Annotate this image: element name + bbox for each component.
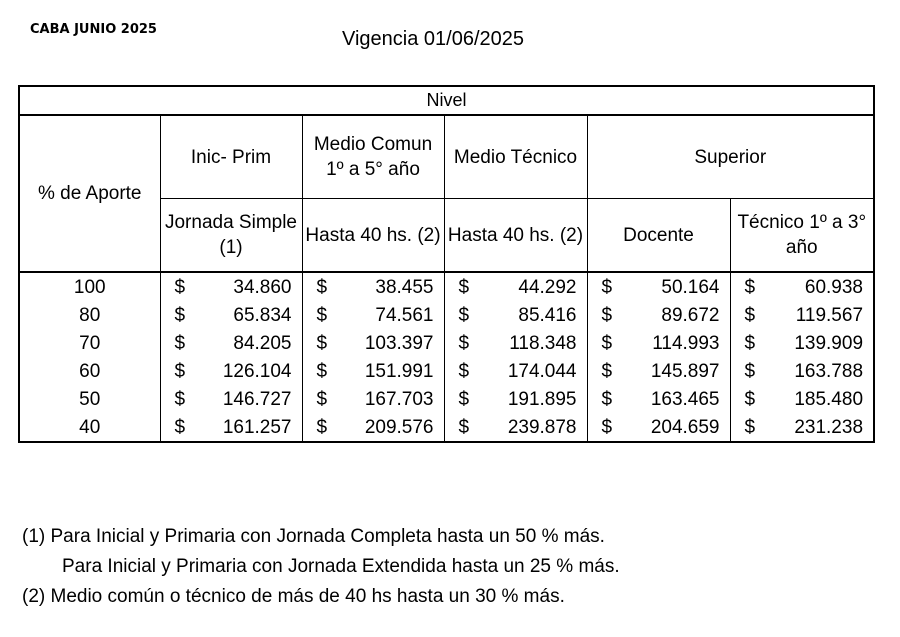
subheader-medio-comun-hasta-40: Hasta 40 hs. (2) xyxy=(302,199,444,273)
nivel-header: Nivel xyxy=(19,86,874,115)
amount-value: 167.703 xyxy=(364,388,434,410)
amount-cell xyxy=(730,385,874,413)
amount-value: 161.257 xyxy=(222,416,292,438)
document-corner-title: CABA JUNIO 2025 xyxy=(30,22,157,37)
validity-date: Vigencia 01/06/2025 xyxy=(342,28,525,50)
currency-symbol: $ xyxy=(458,360,470,382)
amount-value: 74.561 xyxy=(375,304,434,326)
group-header-medio-tecnico: Medio Técnico xyxy=(444,115,587,199)
footnote-1: (1) Para Inicial y Primaria con Jornada Completa hasta un 50 % más. xyxy=(22,526,605,547)
currency-symbol: $ xyxy=(316,276,328,298)
currency-symbol: $ xyxy=(316,332,328,354)
amount-cell xyxy=(444,301,587,329)
amount-cell xyxy=(587,357,730,385)
currency-symbol: $ xyxy=(316,360,328,382)
currency-symbol: $ xyxy=(174,360,186,382)
footnote-1-continuation: Para Inicial y Primaria con Jornada Extendida hasta un 25 % más. xyxy=(62,556,620,577)
currency-symbol: $ xyxy=(744,360,756,382)
table-row xyxy=(19,272,874,301)
currency-symbol: $ xyxy=(744,388,756,410)
amount-value: 185.480 xyxy=(794,388,864,410)
amount-cell xyxy=(730,272,874,301)
subheader-medio-tecnico-hasta-40: Hasta 40 hs. (2) xyxy=(444,199,587,273)
amount-cell xyxy=(444,272,587,301)
aporte-cell: 80 xyxy=(19,301,160,329)
amount-value: 119.567 xyxy=(795,304,864,326)
currency-symbol: $ xyxy=(316,304,328,326)
currency-symbol: $ xyxy=(174,416,186,438)
currency-symbol: $ xyxy=(458,276,470,298)
table-row xyxy=(19,301,874,329)
amount-cell xyxy=(160,272,302,301)
currency-symbol: $ xyxy=(174,276,186,298)
fee-table xyxy=(18,85,875,443)
currency-symbol: $ xyxy=(744,276,756,298)
amount-cell xyxy=(587,385,730,413)
amount-cell xyxy=(302,329,444,357)
subheader-jornada-simple: Jornada Simple (1) xyxy=(160,199,302,273)
table-row xyxy=(19,413,874,442)
currency-symbol: $ xyxy=(458,416,470,438)
amount-cell xyxy=(730,301,874,329)
aporte-cell: 60 xyxy=(19,357,160,385)
currency-symbol: $ xyxy=(744,304,756,326)
group-header-inic-prim: Inic- Prim xyxy=(160,115,302,199)
amount-cell xyxy=(160,329,302,357)
amount-cell xyxy=(160,301,302,329)
amount-value: 60.938 xyxy=(804,276,864,298)
amount-cell xyxy=(160,357,302,385)
subheader-tecnico-1-3: Técnico 1º a 3° año xyxy=(730,199,874,273)
amount-value: 191.895 xyxy=(507,388,577,410)
amount-cell xyxy=(444,413,587,442)
amount-value: 163.788 xyxy=(794,360,864,382)
amount-value: 145.897 xyxy=(650,360,720,382)
amount-value: 38.455 xyxy=(375,276,434,298)
currency-symbol: $ xyxy=(601,276,613,298)
amount-value: 239.878 xyxy=(507,416,577,438)
group-header-medio-comun: Medio Comun 1º a 5° año xyxy=(302,115,444,199)
amount-cell xyxy=(587,329,730,357)
amount-value: 114.993 xyxy=(652,332,720,354)
amount-cell xyxy=(302,413,444,442)
currency-symbol: $ xyxy=(174,388,186,410)
amount-value: 231.238 xyxy=(794,416,864,438)
amount-cell xyxy=(302,357,444,385)
amount-cell xyxy=(302,301,444,329)
amount-cell xyxy=(302,385,444,413)
table-row xyxy=(19,357,874,385)
currency-symbol: $ xyxy=(601,416,613,438)
amount-cell xyxy=(730,357,874,385)
amount-cell xyxy=(444,357,587,385)
currency-symbol: $ xyxy=(174,304,186,326)
group-header-superior: Superior xyxy=(587,115,874,199)
aporte-cell: 50 xyxy=(19,385,160,413)
amount-cell xyxy=(587,301,730,329)
amount-value: 118.348 xyxy=(509,332,577,354)
currency-symbol: $ xyxy=(601,332,613,354)
amount-value: 174.044 xyxy=(507,360,577,382)
amount-cell xyxy=(444,329,587,357)
amount-cell xyxy=(160,385,302,413)
amount-cell xyxy=(730,413,874,442)
amount-value: 65.834 xyxy=(233,304,292,326)
currency-symbol: $ xyxy=(174,332,186,354)
amount-value: 146.727 xyxy=(222,388,292,410)
amount-cell xyxy=(160,413,302,442)
currency-symbol: $ xyxy=(601,388,613,410)
amount-value: 126.104 xyxy=(222,360,292,382)
amount-value: 163.465 xyxy=(650,388,720,410)
amount-cell xyxy=(587,413,730,442)
amount-value: 84.205 xyxy=(233,332,292,354)
amount-value: 50.164 xyxy=(661,276,720,298)
amount-cell xyxy=(444,385,587,413)
subheader-docente: Docente xyxy=(587,199,730,273)
amount-value: 34.860 xyxy=(233,276,292,298)
amount-value: 85.416 xyxy=(518,304,577,326)
currency-symbol: $ xyxy=(458,332,470,354)
amount-value: 139.909 xyxy=(794,332,864,354)
amount-cell xyxy=(730,329,874,357)
amount-cell xyxy=(302,272,444,301)
amount-value: 209.576 xyxy=(364,416,434,438)
currency-symbol: $ xyxy=(601,360,613,382)
currency-symbol: $ xyxy=(601,304,613,326)
currency-symbol: $ xyxy=(316,388,328,410)
currency-symbol: $ xyxy=(458,388,470,410)
aporte-column-header: % de Aporte xyxy=(19,115,160,272)
currency-symbol: $ xyxy=(744,332,756,354)
table-row xyxy=(19,385,874,413)
amount-value: 151.991 xyxy=(364,360,434,382)
aporte-cell: 100 xyxy=(19,272,160,301)
table-row xyxy=(19,329,874,357)
footnote-2: (2) Medio común o técnico de más de 40 hs hasta un 30 % más. xyxy=(22,586,565,607)
currency-symbol: $ xyxy=(458,304,470,326)
amount-value: 89.672 xyxy=(661,304,720,326)
amount-value: 103.397 xyxy=(364,332,434,354)
aporte-cell: 70 xyxy=(19,329,160,357)
aporte-cell: 40 xyxy=(19,413,160,442)
amount-cell xyxy=(587,272,730,301)
currency-symbol: $ xyxy=(744,416,756,438)
amount-value: 44.292 xyxy=(518,276,577,298)
currency-symbol: $ xyxy=(316,416,328,438)
amount-value: 204.659 xyxy=(650,416,720,438)
footnotes xyxy=(22,522,620,612)
